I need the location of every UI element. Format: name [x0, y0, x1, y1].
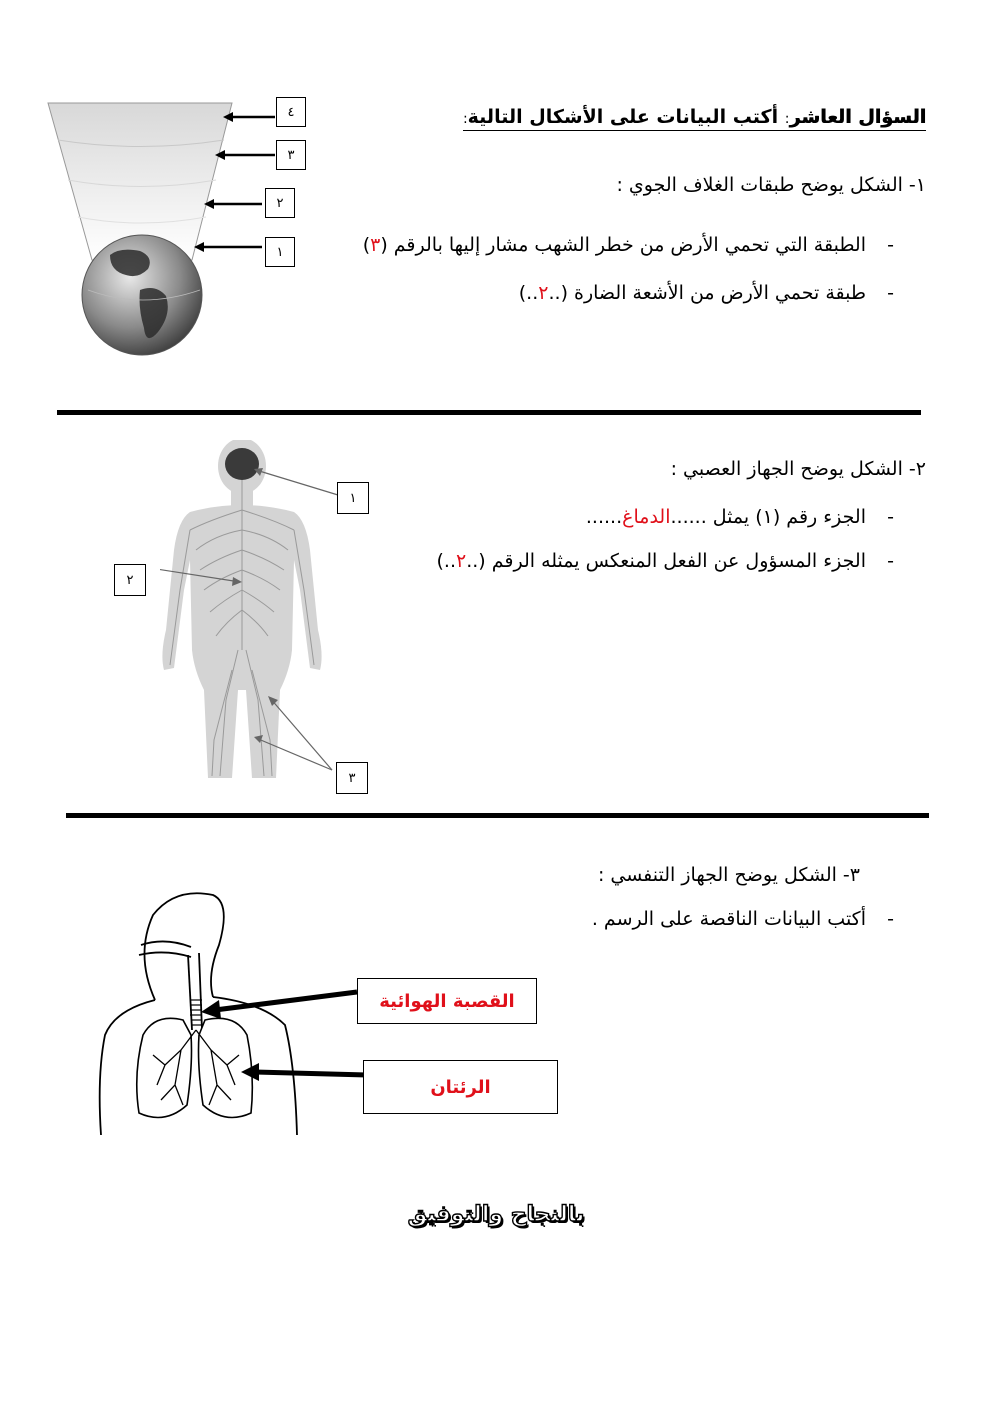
atmosphere-label-2: ٢ — [265, 188, 295, 218]
atmosphere-label-1: ١ — [265, 237, 295, 267]
question-heading — [463, 106, 926, 131]
nervous-label-2: ٢ — [114, 564, 146, 596]
nervous-label-3: ٣ — [336, 762, 368, 794]
nervous-q1-end: ...... — [585, 506, 623, 528]
atmosphere-question-2 — [519, 282, 866, 304]
closing-message: بالنجاح والتوفيق — [407, 1202, 585, 1227]
section-divider-2 — [66, 813, 929, 818]
atmosphere-q2-text: طبقة تحمي الأرض من الأشعة الضارة (.. — [548, 282, 866, 304]
section-divider-1 — [57, 410, 921, 415]
respiratory-prompt: ٣- الشكل يوضح الجهاز التنفسي : — [597, 864, 860, 886]
atmosphere-q1-text: الطبقة التي تحمي الأرض من خطر الشهب مشار إليها بالرقم ( — [380, 234, 866, 256]
atmosphere-q1-end: ) — [362, 234, 371, 256]
atmosphere-label-4: ٤ — [276, 97, 306, 127]
nervous-q1-answer: الدماغ — [622, 506, 671, 528]
atmosphere-q2-end: ..) — [518, 282, 539, 304]
nervous-question-1 — [586, 506, 866, 528]
respiratory-diagram — [95, 885, 385, 1137]
atmosphere-prompt: ١- الشكل يوضح طبقات الغلاف الجوي : — [616, 174, 926, 196]
nervous-q2-end: ..) — [436, 550, 456, 572]
lungs-label-box: الرئتان — [363, 1060, 558, 1114]
atmosphere-label-3: ٣ — [276, 140, 306, 170]
heading-end: : — [462, 111, 468, 127]
atmosphere-question-1 — [363, 234, 866, 256]
nervous-q2-answer: ٢ — [456, 550, 467, 572]
nervous-label-1: ١ — [337, 482, 369, 514]
atmosphere-q2-answer: ٢ — [538, 282, 549, 304]
nervous-q1-text: الجزء رقم (١) يمثل ...... — [670, 506, 866, 528]
nervous-question-2 — [437, 550, 867, 572]
brain-shape — [225, 448, 259, 480]
question-title: أكتب البيانات على الأشكال التالية — [467, 106, 779, 128]
trachea-label-box: القصبة الهوائية — [357, 978, 537, 1024]
nervous-prompt: ٢- الشكل يوضح الجهاز العصبي : — [670, 458, 926, 480]
heading-separator: : — [784, 111, 790, 127]
atmosphere-diagram — [40, 95, 320, 365]
nervous-q2-text: الجزء المسؤول عن الفعل المنعكس يمثله الرقم (.. — [466, 550, 866, 572]
respiratory-instruction: - أكتب البيانات الناقصة على الرسم . — [592, 908, 866, 930]
question-label: السؤال العاشر — [789, 106, 926, 128]
right-lung — [199, 1018, 253, 1117]
atmosphere-q1-answer: ٣ — [370, 234, 381, 256]
